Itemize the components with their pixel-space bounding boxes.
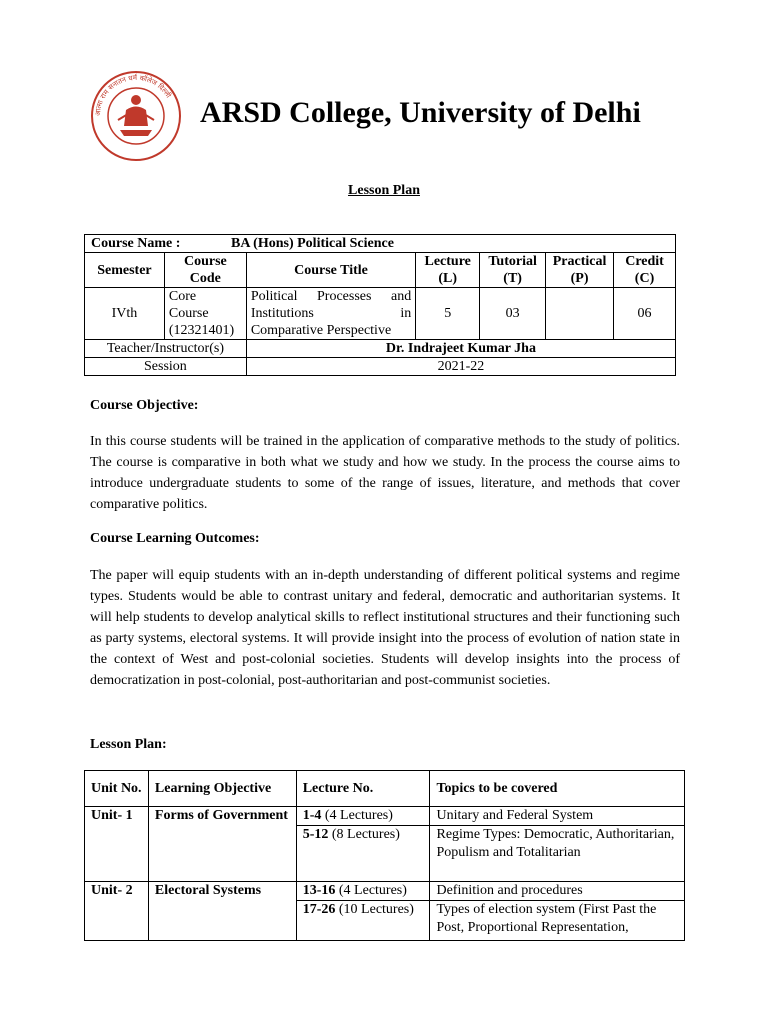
table-row — [85, 807, 685, 826]
credit-value: 06 — [614, 288, 676, 340]
course-code-line-1: Core — [168, 289, 197, 304]
document-title: Lesson Plan — [348, 183, 420, 198]
lecture-range: 1-4 — [302, 808, 322, 823]
objective-heading: Course Objective: — [90, 398, 199, 413]
teacher-label: Teacher/Instructor(s) — [85, 340, 247, 358]
semester-value: IVth — [85, 288, 165, 340]
lecture-range: 5-12 — [302, 827, 329, 842]
objective-column-header: Learning Objective — [148, 771, 296, 807]
course-header-row — [85, 253, 676, 288]
unit-cell: Unit- 1 — [85, 807, 149, 882]
teacher-row — [85, 340, 676, 358]
practical-value — [546, 288, 614, 340]
table-row — [85, 882, 685, 901]
unit-column-header: Unit No. — [85, 771, 149, 807]
svg-text:आत्मा राम सनातन धर्म कॉलेज दिल: आत्मा राम सनातन धर्म कॉलेज दिल्ली — [93, 73, 173, 117]
credit-header: Credit (C) — [614, 253, 676, 288]
lesson-plan-heading: Lesson Plan: — [90, 737, 167, 752]
outcomes-heading: Course Learning Outcomes: — [90, 531, 260, 546]
semester-header: Semester — [85, 253, 165, 288]
session-row — [85, 358, 676, 376]
lecture-column-header: Lecture No. — [296, 771, 430, 807]
course-info-table — [84, 234, 676, 376]
college-name: ARSD College, University of Delhi — [200, 96, 641, 129]
lesson-plan-table — [84, 770, 685, 941]
lecture-cell — [296, 882, 430, 901]
course-code-value — [164, 288, 246, 340]
lecture-count: (4 Lectures) — [335, 883, 407, 898]
lesson-plan-header-row — [85, 771, 685, 807]
tutorial-header: Tutorial (T) — [480, 253, 546, 288]
outcomes-text: The paper will equip students with an in-depth understanding of different political systems and regime types. Students would be able to contrast unitary and federal, democratic and authoritarian systems. It will help students to develop analytical skills to reflect institutional structures and their functioning such as party systems, electoral systems. It will provide insight into the process of evolution of nation state in the context of West and post-colonial societies. Students will develop insights into the process of democratization in post-colonial, post-authoritarian and post-communist societies. — [90, 568, 680, 688]
topic-cell: Definition and procedures — [430, 882, 685, 901]
lecture-count: (4 Lectures) — [321, 808, 393, 823]
topic-cell: Types of election system (First Past the Post, Proportional Representation, — [430, 901, 685, 941]
objective-cell: Forms of Government — [148, 807, 296, 882]
objective-text: In this course students will be trained in the application of comparative methods to the study of politics. The course is comparative in both what we study and how we study. In the process the course aims to introduce undergraduate students to some of the range of issues, literature, and methods that cover comparative politics. — [90, 434, 680, 512]
objective-cell: Electoral Systems — [148, 882, 296, 941]
college-logo-icon — [90, 70, 182, 162]
topics-column-header: Topics to be covered — [430, 771, 685, 807]
lecture-header: Lecture (L) — [416, 253, 480, 288]
session-label: Session — [85, 358, 247, 376]
lecture-cell — [296, 826, 430, 882]
course-code-line-3: (12321401) — [168, 323, 235, 338]
topic-cell: Regime Types: Democratic, Authoritarian, Populism and Totalitarian — [430, 826, 685, 882]
lecture-count: (8 Lectures) — [328, 827, 400, 842]
lecture-cell — [296, 901, 430, 941]
lecture-value: 5 — [416, 288, 480, 340]
course-title-line-2: Institutions in — [250, 306, 412, 321]
course-name-label: Course Name : — [91, 236, 181, 251]
session-value: 2021-22 — [246, 358, 675, 376]
course-code-line-2: Course — [168, 306, 209, 321]
course-data-row — [85, 288, 676, 340]
course-name-row — [85, 235, 676, 253]
unit-cell: Unit- 2 — [85, 882, 149, 941]
lecture-range: 17-26 — [302, 902, 336, 917]
tutorial-value: 03 — [480, 288, 546, 340]
course-title-value — [246, 288, 415, 340]
course-name-value: BA (Hons) Political Science — [231, 236, 394, 251]
teacher-value: Dr. Indrajeet Kumar Jha — [246, 340, 675, 358]
practical-header: Practical (P) — [546, 253, 614, 288]
course-title-line-3: Comparative Perspective — [250, 323, 392, 338]
course-title-line-1: Political Processes and — [250, 289, 412, 304]
topic-cell: Unitary and Federal System — [430, 807, 685, 826]
lecture-range: 13-16 — [302, 883, 336, 898]
lecture-cell — [296, 807, 430, 826]
lecture-count: (10 Lectures) — [335, 902, 414, 917]
course-title-header: Course Title — [246, 253, 415, 288]
course-code-header: Course Code — [164, 253, 246, 288]
